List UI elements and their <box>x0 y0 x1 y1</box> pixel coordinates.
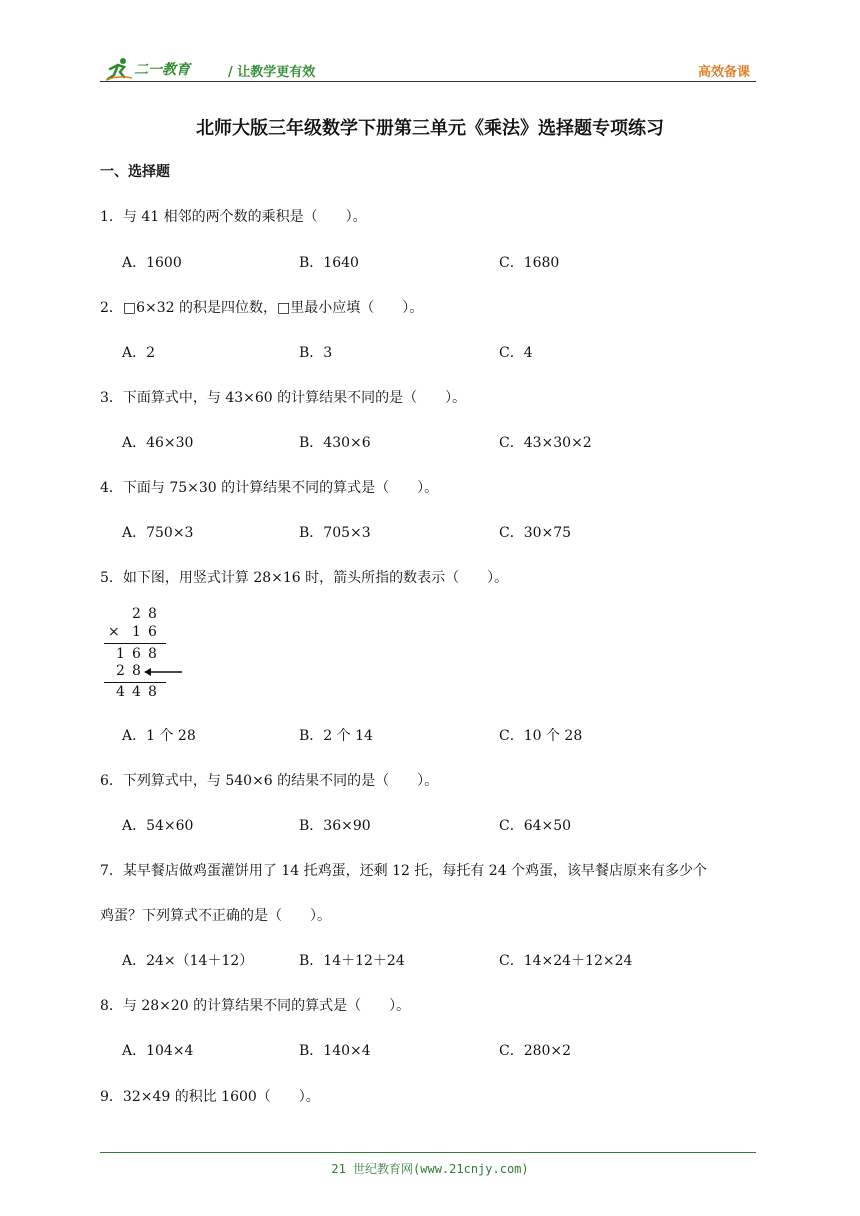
question-6: 6．下列算式中，与 540×6 的结果不同的是（ ）。 <box>100 773 439 789</box>
option-6a[interactable]: A．54×60 <box>122 818 194 834</box>
calc-digit: 8 <box>148 606 157 622</box>
header-divider <box>100 81 756 82</box>
logo <box>106 56 190 82</box>
page-title: 北师大版三年级数学下册第三单元《乘法》选择题专项练习 <box>196 118 664 139</box>
option-6c[interactable]: C．64×50 <box>499 818 572 834</box>
option-8a[interactable]: A．104×4 <box>122 1043 194 1059</box>
question-5: 5．如下图，用竖式计算 28×16 时，箭头所指的数表示（ ）。 <box>100 570 509 586</box>
question-9: 9．32×49 的积比 1600（ ）。 <box>100 1089 320 1105</box>
calc-digit: 8 <box>148 646 157 662</box>
option-7a[interactable]: A．24×（14＋12） <box>122 953 254 969</box>
question-7: 7．某早餐店做鸡蛋灌饼用了 14 托鸡蛋，还剩 12 托，每托有 24 个鸡蛋，该早餐店原来有多少个 <box>100 863 708 879</box>
calc-digit: 4 <box>116 684 125 700</box>
option-3b[interactable]: B．430×6 <box>299 435 371 451</box>
calc-digit: 2 <box>132 606 141 622</box>
calc-digit: 4 <box>132 684 141 700</box>
question-1: 1．与 41 相邻的两个数的乘积是（ ）。 <box>100 209 367 225</box>
question-3: 3．下面算式中，与 43×60 的计算结果不同的是（ ）。 <box>100 390 467 406</box>
option-3c[interactable]: C．43×30×2 <box>499 435 592 451</box>
question-7-continued: 鸡蛋？下列算式不正确的是（ ）。 <box>100 908 331 924</box>
calc-digit: 8 <box>132 663 141 679</box>
option-3a[interactable]: A．46×30 <box>122 435 194 451</box>
calc-digit: 1 <box>116 646 125 662</box>
calc-digit: 8 <box>148 684 157 700</box>
option-1c[interactable]: C．1680 <box>499 255 560 271</box>
option-1b[interactable]: B．1640 <box>299 255 359 271</box>
option-1a[interactable]: A．1600 <box>122 255 182 271</box>
arrow-left-icon <box>144 666 184 678</box>
header-slogan: / 让教学更有效 <box>228 65 316 80</box>
option-4a[interactable]: A．750×3 <box>122 525 194 541</box>
logo-text: 二一教育 <box>134 62 190 78</box>
option-2c[interactable]: C．4 <box>499 345 533 361</box>
option-2a[interactable]: A．2 <box>122 345 156 361</box>
option-7c[interactable]: C．14×24＋12×24 <box>499 953 633 969</box>
multiply-sign: × <box>108 624 120 640</box>
calc-rule <box>104 682 166 683</box>
question-2: 2．□6×32 的积是四位数，□里最小应填（ ）。 <box>100 300 424 316</box>
calc-digit: 1 <box>132 624 141 640</box>
page-footer[interactable]: 21 世纪教育网(www.21cnjy.com) <box>331 1162 529 1176</box>
option-8c[interactable]: C．280×2 <box>499 1043 572 1059</box>
option-8b[interactable]: B．140×4 <box>299 1043 371 1059</box>
question-4: 4．下面与 75×30 的计算结果不同的算式是（ ）。 <box>100 480 439 496</box>
calc-rule <box>104 643 166 644</box>
vertical-calculation <box>104 606 184 702</box>
header-brand: 高效备课 <box>697 65 750 80</box>
option-4c[interactable]: C．30×75 <box>499 525 572 541</box>
option-5c[interactable]: C．10 个 28 <box>499 728 583 744</box>
option-5b[interactable]: B．2 个 14 <box>299 728 373 744</box>
calc-digit: 6 <box>132 646 141 662</box>
option-4b[interactable]: B．705×3 <box>299 525 371 541</box>
runner-logo-icon <box>106 57 132 81</box>
calc-digit: 6 <box>148 624 157 640</box>
calc-digit: 2 <box>116 663 125 679</box>
section-heading: 一、选择题 <box>100 164 170 180</box>
option-5a[interactable]: A．1 个 28 <box>122 728 196 744</box>
page-header <box>100 52 756 82</box>
option-7b[interactable]: B．14＋12＋24 <box>299 953 405 969</box>
footer-divider <box>100 1152 756 1153</box>
option-6b[interactable]: B．36×90 <box>299 818 371 834</box>
question-8: 8．与 28×20 的计算结果不同的算式是（ ）。 <box>100 998 411 1014</box>
option-2b[interactable]: B．3 <box>299 345 333 361</box>
